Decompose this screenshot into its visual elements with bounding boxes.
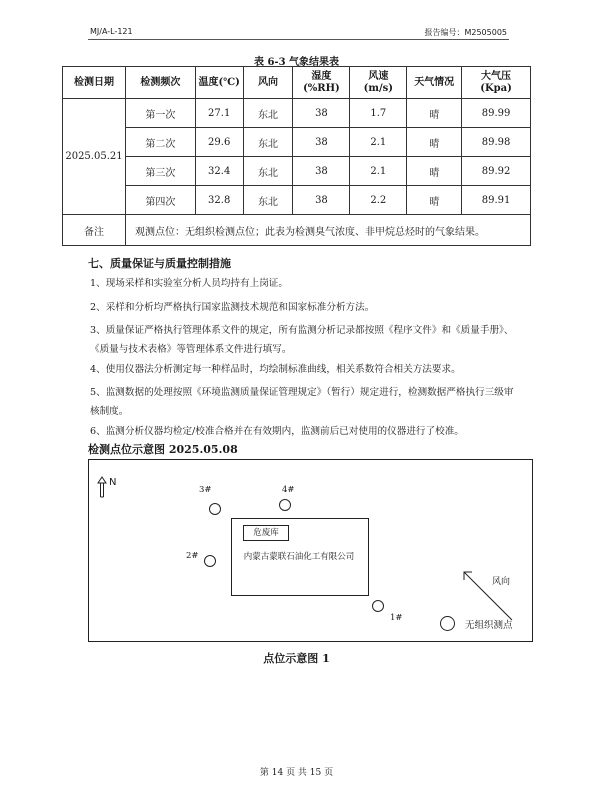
- freq-cell: 第三次: [125, 157, 195, 186]
- temp-cell: 32.8: [195, 186, 243, 215]
- qa-item-6: 6、监测分析仪器均检定/校准合格并在有效期内，监测前后已对使用的仪器进行了校准。: [90, 426, 464, 437]
- col-header-humidity: [293, 67, 350, 99]
- humidity-cell: 38: [293, 186, 350, 215]
- col-header-temperature: 温度(℃): [195, 67, 243, 99]
- monitoring-point-3: [209, 503, 221, 515]
- header-divider: [88, 39, 509, 40]
- table-row: [63, 186, 531, 215]
- hazardous-waste-storage: 危废库: [243, 525, 289, 541]
- figure-caption: 点位示意图 1: [263, 652, 330, 665]
- north-arrow-icon: [97, 476, 107, 498]
- section-title: 七、质量保证与质量控制措施: [88, 257, 231, 270]
- report-number: 报告编号：M2505005: [424, 28, 507, 37]
- point-label-3: 3#: [199, 485, 212, 495]
- col-header-frequency: 检测频次: [125, 67, 195, 99]
- weather-table: [62, 66, 531, 246]
- monitoring-point-4: [279, 499, 291, 511]
- humidity-cell: 38: [293, 99, 350, 128]
- dir-cell: 东北: [243, 128, 293, 157]
- col-header-wind-direction: 风向: [243, 67, 293, 99]
- weather-cell: 晴: [407, 186, 462, 215]
- freq-cell: 第四次: [125, 186, 195, 215]
- company-name: 内蒙古蒙联石油化工有限公司: [243, 552, 355, 562]
- temp-cell: 29.6: [195, 128, 243, 157]
- speed-cell: 2.2: [350, 186, 407, 215]
- point-label-4: 4#: [282, 485, 295, 495]
- qa-item-3: 3、质量保证严格执行管理体系文件的规定，所有监测分析记录都按照《程序文件》和《质量手册》、《质量与技术表格》等管理体系文件进行填写。: [90, 325, 514, 355]
- north-label: N: [109, 477, 117, 488]
- freq-cell: 第二次: [125, 128, 195, 157]
- dir-cell: 东北: [243, 99, 293, 128]
- qa-item-5: 5、监测数据的处理按照《环境监测质量保证管理规定》（暂行）规定进行，检测数据严格执行三级审核制度。: [90, 387, 514, 417]
- weather-cell: 晴: [407, 157, 462, 186]
- map-title: 检测点位示意图 2025.05.08: [88, 443, 238, 456]
- col-header-pressure: [462, 67, 531, 99]
- humidity-cell: 38: [293, 157, 350, 186]
- date-cell: 2025.05.21: [63, 99, 126, 215]
- pressure-cell: 89.92: [462, 157, 531, 186]
- dir-cell: 东北: [243, 157, 293, 186]
- page-number: 第 14 页 共 15 页: [259, 768, 334, 778]
- table-header-row: [63, 67, 531, 99]
- note-text: 观测点位：无组织检测点位；此表为检测臭气浓度、非甲烷总烃时的气象结果。: [125, 215, 530, 246]
- legend-label: 无组织测点: [465, 620, 513, 631]
- table-row: [63, 128, 531, 157]
- speed-cell: 2.1: [350, 157, 407, 186]
- point-label-1: 1#: [390, 613, 403, 623]
- humidity-header-label: 湿度 (%RH): [303, 70, 340, 94]
- col-header-weather: 天气情况: [407, 67, 462, 99]
- note-row: [63, 215, 531, 246]
- monitoring-point-2: [204, 555, 216, 567]
- temp-cell: 32.4: [195, 157, 243, 186]
- qa-item-1: 1、现场采样和实验室分析人员均持有上岗证。: [90, 278, 288, 289]
- wind-speed-header-label: 风速 (m/s): [363, 70, 393, 94]
- temp-cell: 27.1: [195, 99, 243, 128]
- table-row: [63, 157, 531, 186]
- pressure-cell: 89.98: [462, 128, 531, 157]
- dir-cell: 东北: [243, 186, 293, 215]
- speed-cell: 2.1: [350, 128, 407, 157]
- doc-code: MJ/A-L-121: [90, 27, 133, 36]
- speed-cell: 1.7: [350, 99, 407, 128]
- humidity-cell: 38: [293, 128, 350, 157]
- point-label-2: 2#: [186, 551, 199, 561]
- qa-item-4: 4、使用仪器法分析测定每一种样品时，均绘制标准曲线，相关系数符合相关方法要求。: [90, 364, 461, 375]
- legend-point-icon: [440, 616, 455, 631]
- qa-item-2: 2、采样和分析均严格执行国家监测技术规范和国家标准分析方法。: [90, 302, 375, 313]
- weather-cell: 晴: [407, 128, 462, 157]
- pressure-cell: 89.99: [462, 99, 531, 128]
- table-row: [63, 99, 531, 128]
- col-header-date: 检测日期: [63, 67, 126, 99]
- pressure-header-label: 大气压 (Kpa): [480, 70, 512, 94]
- freq-cell: 第一次: [125, 99, 195, 128]
- table-caption: 表 6-3 气象结果表: [253, 57, 340, 68]
- col-header-wind-speed: [350, 67, 407, 99]
- wind-label: 风向: [492, 577, 511, 587]
- pressure-cell: 89.91: [462, 186, 531, 215]
- monitoring-point-1: [372, 600, 384, 612]
- note-label: 备注: [63, 215, 126, 246]
- weather-cell: 晴: [407, 99, 462, 128]
